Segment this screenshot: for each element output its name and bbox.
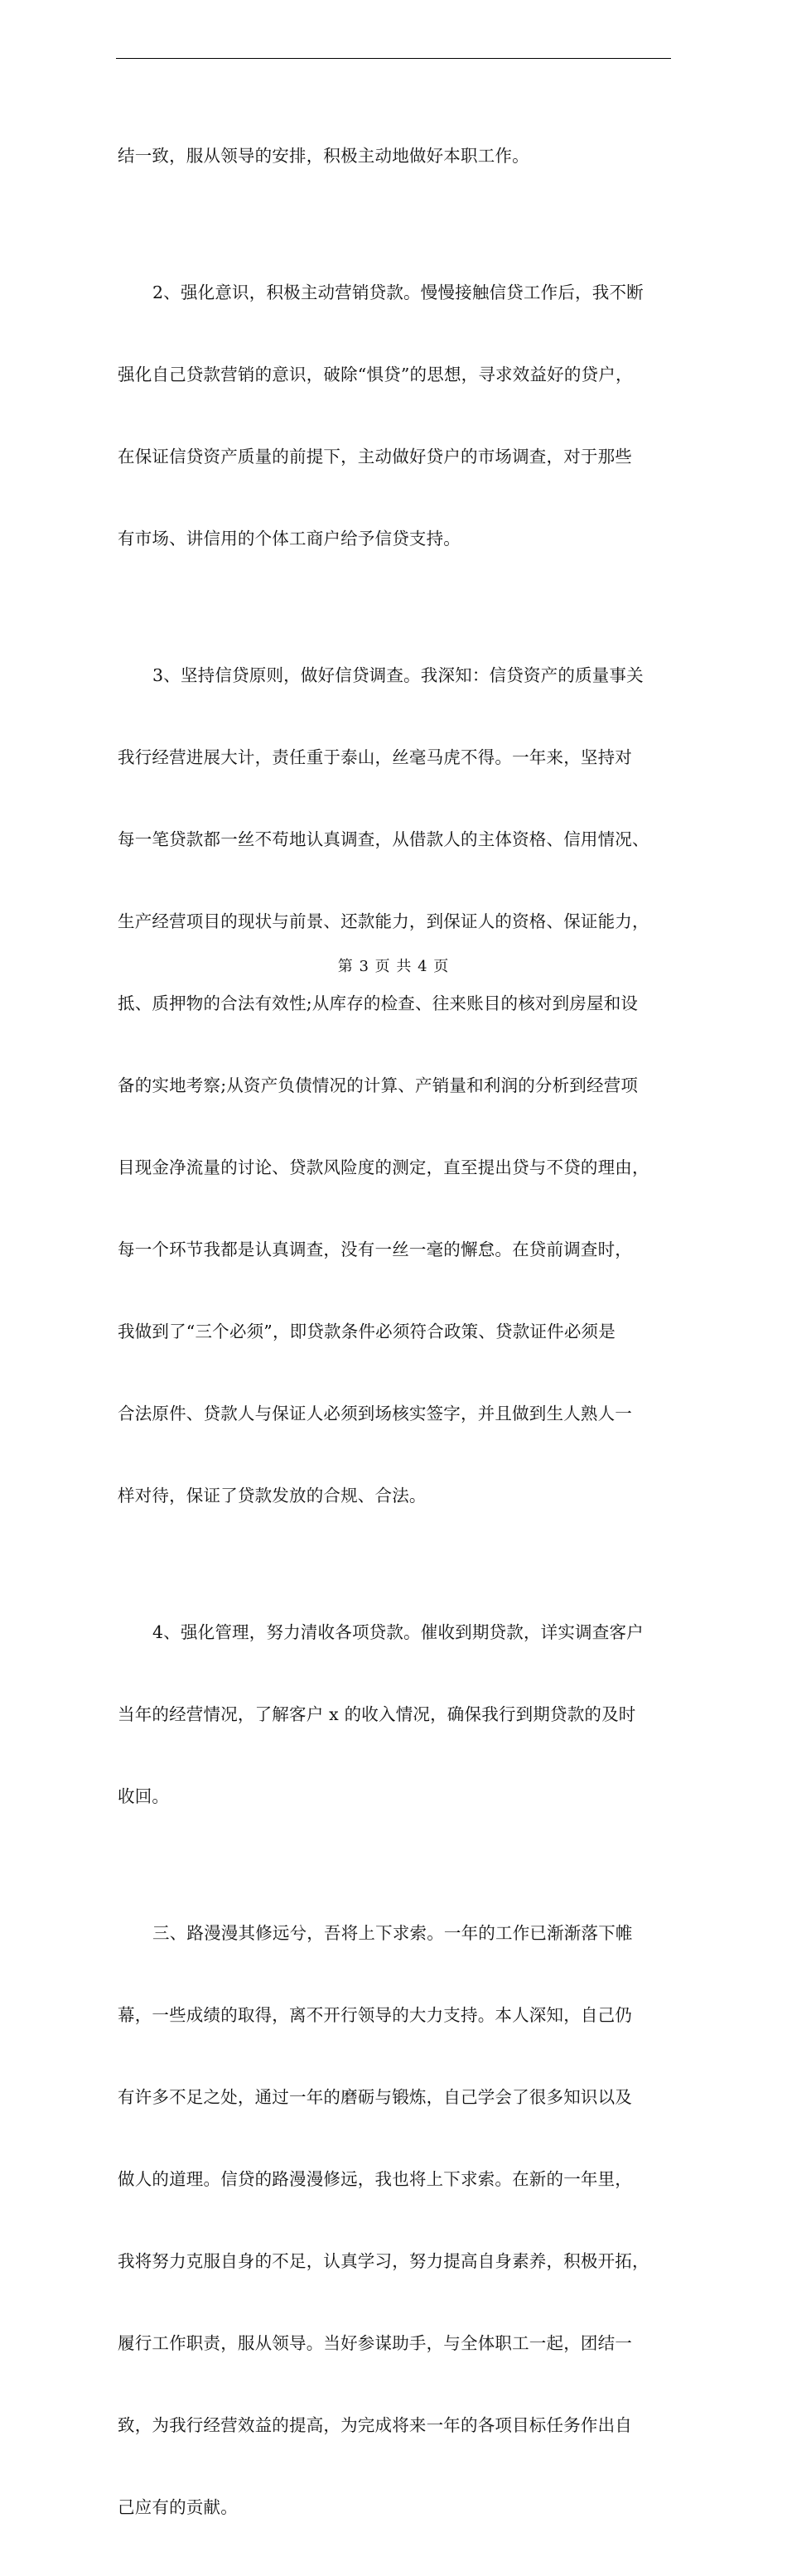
- page-number-footer: 第 3 页 共 4 页: [337, 958, 450, 975]
- text-line: 我行经营进展大计，责任重于泰山，丝毫马虎不得。一年来，坚持对: [118, 747, 632, 767]
- text-line: 当年的经营情况，了解客户 x 的收入情况，确保我行到期贷款的及时: [118, 1704, 636, 1724]
- text-line: 生产经营项目的现状与前景、还款能力，到保证人的资格、保证能力，: [118, 911, 649, 931]
- paragraph-3: [118, 607, 673, 1564]
- text-line: 3、坚持信贷原则，做好信贷调查。我深知：信贷资产的质量事关: [152, 665, 644, 685]
- text-line: 样对待，保证了贷款发放的合规、合法。: [118, 1486, 427, 1505]
- paragraph-1: [118, 88, 673, 225]
- document-body: [118, 88, 673, 2576]
- text-line: 2、强化意识，积极主动营销贷款。慢慢接触信贷工作后，我不断: [152, 283, 644, 302]
- text-line: 4、强化管理，努力清收各项贷款。催收到期贷款，详实调查客户: [152, 1622, 644, 1642]
- text-line: 幕，一些成绩的取得，离不开行领导的大力支持。本人深知，自己仍: [118, 2005, 632, 2025]
- text-line: 每一个环节我都是认真调查，没有一丝一毫的懈怠。在贷前调查时，: [118, 1240, 632, 1259]
- text-line: 己应有的贡献。: [118, 2497, 238, 2517]
- text-line: 结一致，服从领导的安排，积极主动地做好本职工作。: [118, 146, 529, 166]
- text-line: 我做到了“三个必须”，即贷款条件必须符合政策、贷款证件必须是: [118, 1322, 616, 1341]
- text-line: 合法原件、贷款人与保证人必须到场核实签字，并且做到生人熟人一: [118, 1404, 632, 1423]
- text-line: 做人的道理。信贷的路漫漫修远，我也将上下求索。在新的一年里，: [118, 2169, 632, 2189]
- text-line: 有许多不足之处，通过一年的磨砺与锻炼，自己学会了很多知识以及: [118, 2087, 632, 2107]
- text-line: 目现金净流量的讨论、贷款风险度的测定，直至提出贷与不贷的理由，: [118, 1158, 649, 1177]
- paragraph-4: [118, 1564, 673, 1865]
- text-line: 我将努力克服自身的不足，认真学习，努力提高自身素养，积极开拓，: [118, 2251, 649, 2271]
- text-line: 致，为我行经营效益的提高，为完成将来一年的各项目标任务作出自: [118, 2415, 632, 2435]
- text-line: 有市场、讲信用的个体工商户给予信贷支持。: [118, 529, 461, 549]
- text-line: 抵、质押物的合法有效性;从库存的检查、往来账目的核对到房屋和设: [118, 993, 639, 1013]
- header-rule: [116, 58, 671, 59]
- text-line: 收回。: [118, 1786, 170, 1806]
- text-line: 强化自己贷款营销的意识，破除“惧贷”的思想，寻求效益好的贷户，: [118, 365, 633, 384]
- text-line: 每一笔贷款都一丝不苟地认真调查，从借款人的主体资格、信用情况、: [118, 829, 649, 849]
- paragraph-5: [118, 1865, 673, 2576]
- text-line: 三、路漫漫其修远兮，吾将上下求索。一年的工作已渐渐落下帷: [152, 1923, 633, 1943]
- text-line: 履行工作职责，服从领导。当好参谋助手，与全体职工一起，团结一: [118, 2333, 632, 2353]
- text-line: 在保证信贷资产质量的前提下，主动做好贷户的市场调查，对于那些: [118, 447, 632, 466]
- text-line: 备的实地考察;从资产负债情况的计算、产销量和利润的分析到经营项: [118, 1075, 639, 1095]
- paragraph-2: [118, 225, 673, 607]
